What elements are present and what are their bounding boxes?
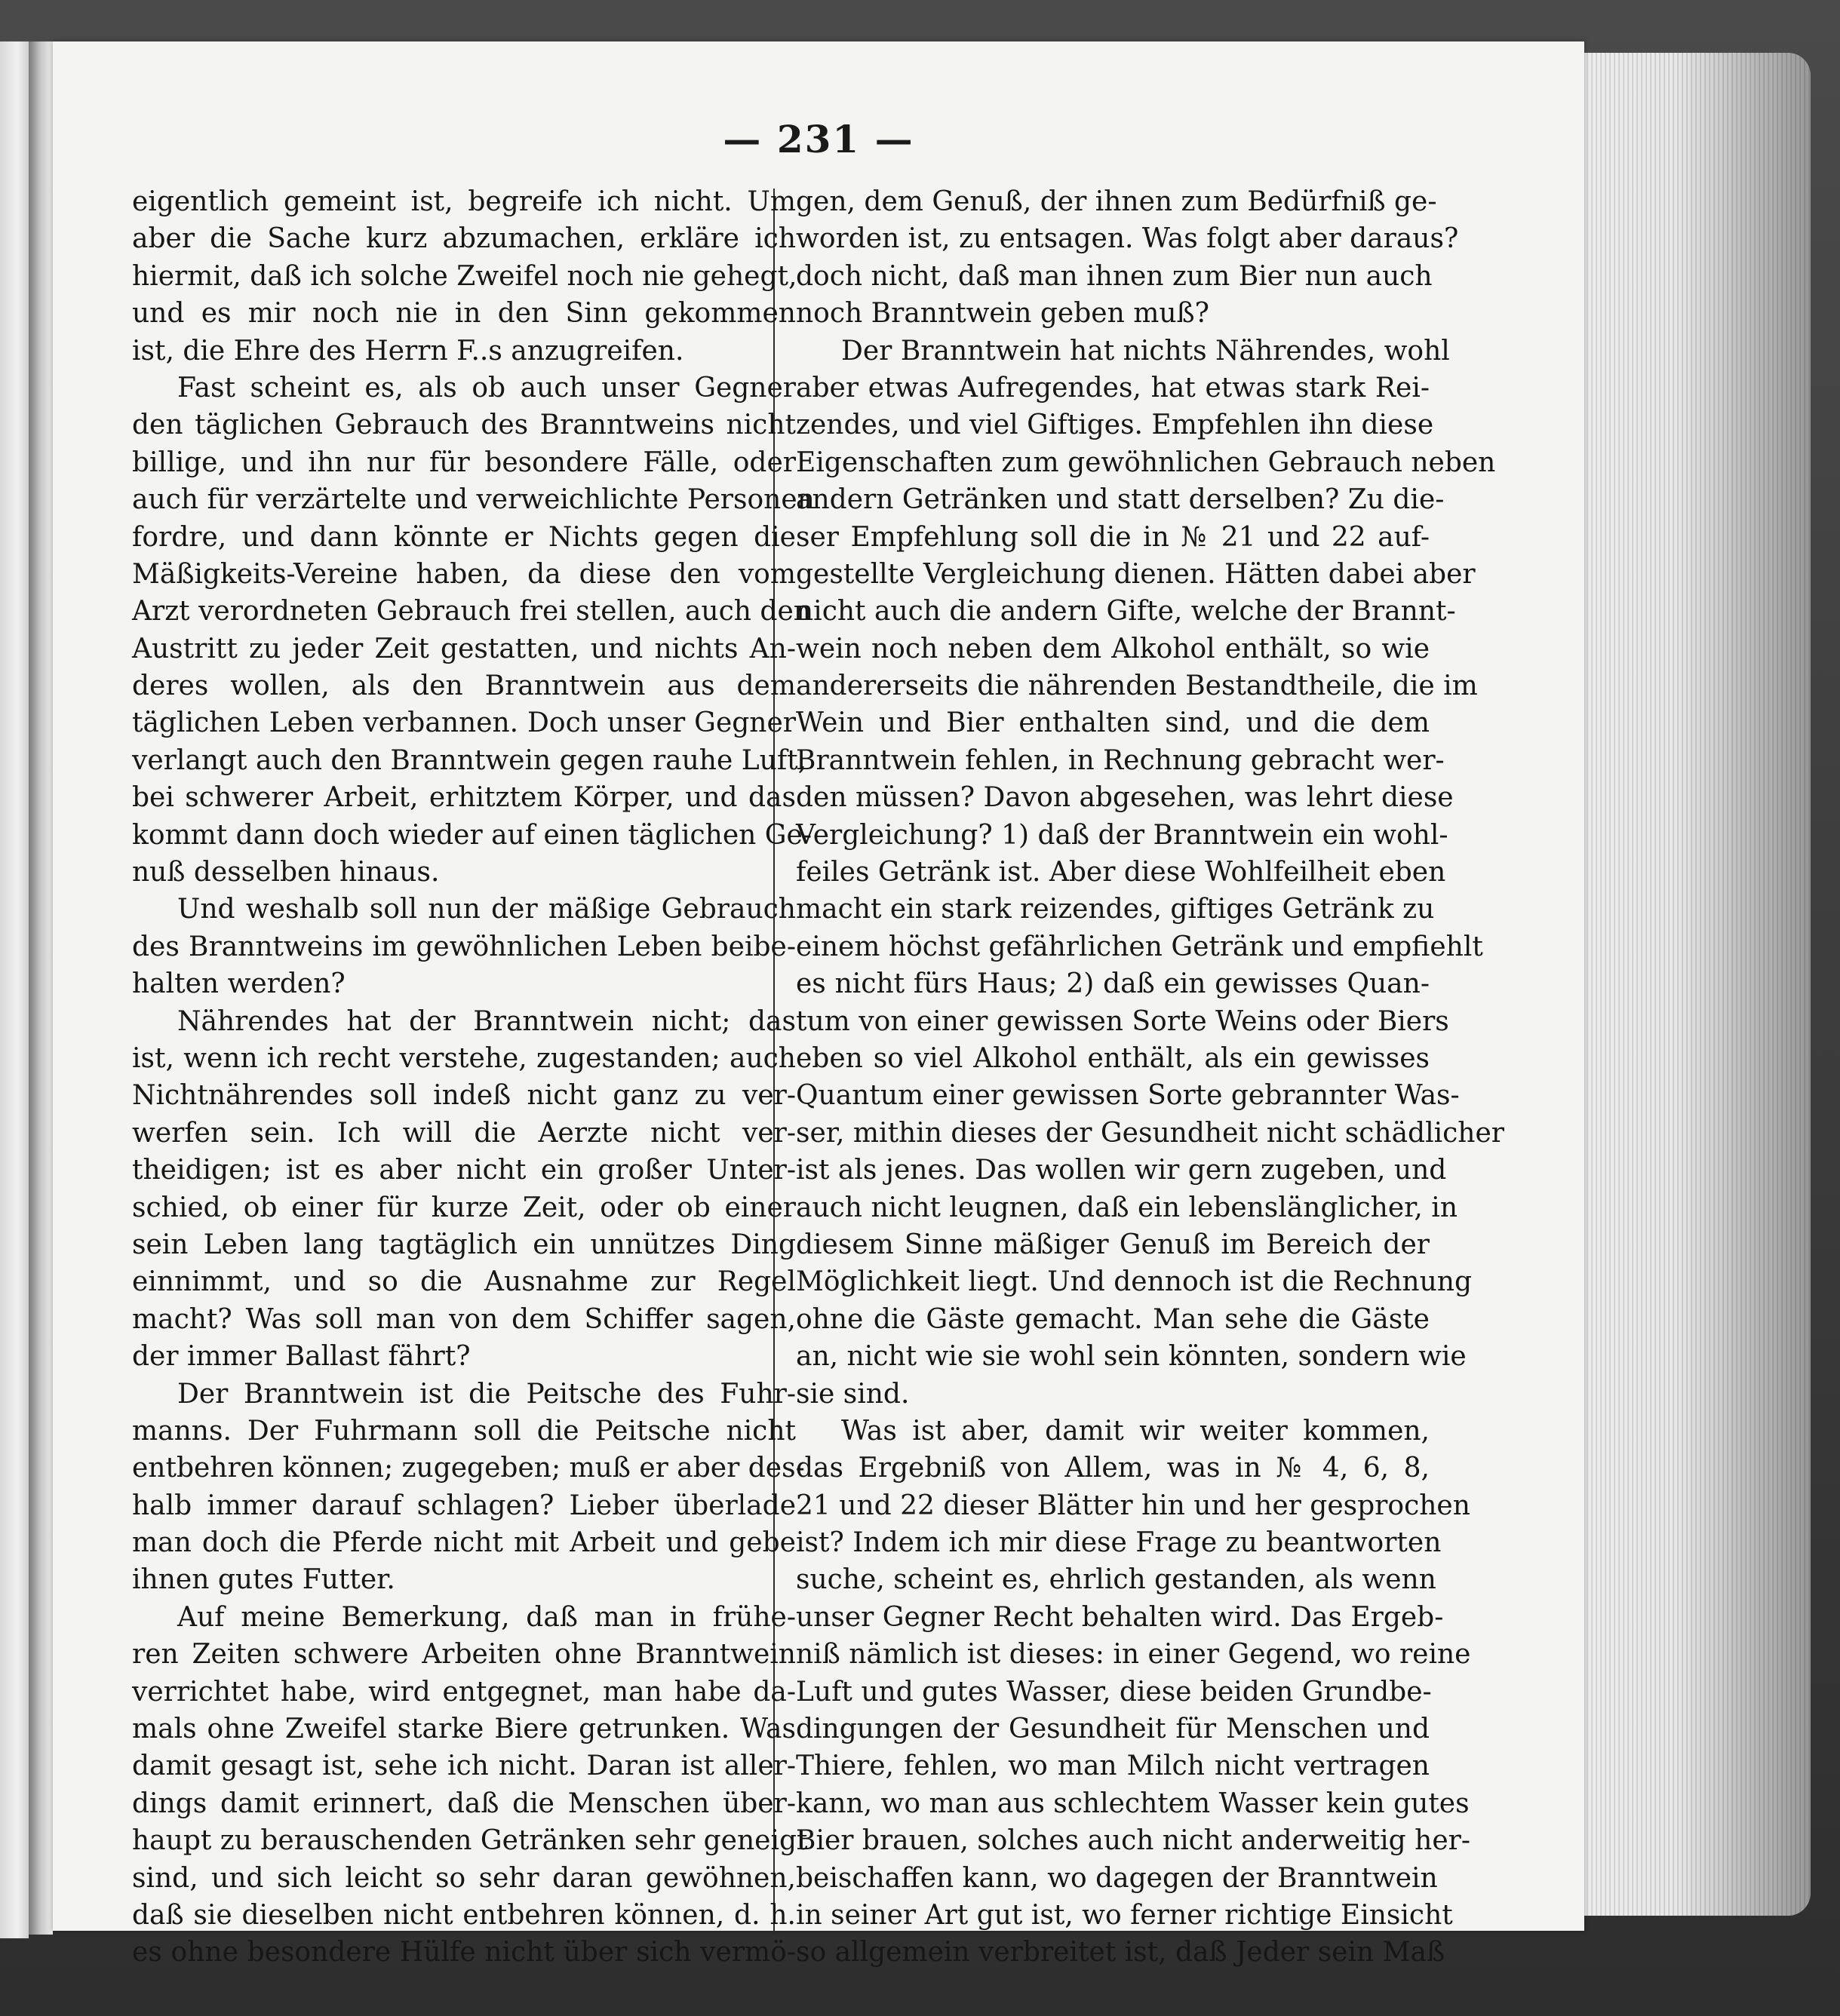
- text-line: manns. Der Fuhrmann soll die Peitsche nicht: [132, 1415, 796, 1447]
- left-text-column: [132, 183, 815, 1972]
- text-line: doch nicht, daß man ihnen zum Bier nun auch: [796, 260, 1433, 292]
- text-line: worden ist, zu entsagen. Was folgt aber daraus?: [796, 223, 1459, 255]
- text-line: dings damit erinnert, daß die Menschen über-: [132, 1787, 796, 1819]
- text-line: ren Zeiten schwere Arbeiten ohne Branntwein: [132, 1639, 796, 1671]
- book-gutter: [29, 41, 53, 1935]
- text-line: suche, scheint es, ehrlich gestanden, als wenn: [796, 1564, 1436, 1596]
- text-line: an, nicht wie sie wohl sein könnten, sondern wie: [796, 1341, 1467, 1373]
- page-number: — 231 —: [723, 117, 914, 161]
- text-line: halten werden?: [132, 968, 346, 1000]
- text-line: sie sind.: [796, 1378, 910, 1410]
- text-line: ohne die Gäste gemacht. Man sehe die Gäste: [796, 1303, 1430, 1335]
- text-line: verlangt auch den Branntwein gegen rauhe Luft,: [132, 744, 807, 776]
- text-line: ser Empfehlung soll die in № 21 und 22 auf-: [796, 521, 1430, 553]
- text-line: ser, mithin dieses der Gesundheit nicht schädlicher: [796, 1117, 1504, 1149]
- text-line: diesem Sinne mäßiger Genuß im Bereich der: [796, 1229, 1430, 1260]
- text-line: kommt dann doch wieder auf einen täglichen Ge-: [132, 819, 812, 851]
- text-line: billige, und ihn nur für besondere Fälle, oder: [132, 446, 796, 478]
- text-line: einem höchst gefährlichen Getränk und empfiehlt: [796, 931, 1483, 962]
- text-line: verrichtet habe, wird entgegnet, man habe da-: [132, 1676, 796, 1708]
- text-line: aber etwas Aufregendes, hat etwas stark Rei-: [796, 372, 1430, 404]
- text-line: daß sie dieselben nicht entbehren können, d. h.: [132, 1899, 796, 1931]
- text-line: Austritt zu jeder Zeit gestatten, und nichts An-: [132, 633, 796, 664]
- text-line: zendes, und viel Giftiges. Empfehlen ihn diese: [796, 410, 1434, 441]
- text-line: andererseits die nährenden Bestandtheile, die im: [796, 670, 1478, 702]
- text-line: gestellte Vergleichung dienen. Hätten dabei aber: [796, 558, 1476, 590]
- text-line: des Branntweins im gewöhnlichen Leben beibe-: [132, 931, 796, 962]
- text-line: Der Branntwein ist die Peitsche des Fuhr-: [177, 1378, 796, 1410]
- text-line: Was ist aber, damit wir weiter kommen,: [841, 1415, 1430, 1447]
- text-line: andern Getränken und statt derselben? Zu die-: [796, 484, 1445, 516]
- text-line: täglichen Leben verbannen. Doch unser Gegner: [132, 707, 796, 739]
- right-text-column: [796, 183, 1504, 1972]
- text-line: auch für verzärtelte und verweichlichte Personen: [132, 484, 815, 516]
- text-line: deres wollen, als den Branntwein aus dem: [132, 670, 796, 702]
- text-line: macht? Was soll man von dem Schiffer sagen,: [132, 1303, 796, 1335]
- text-line: Branntwein fehlen, in Rechnung gebracht wer-: [796, 744, 1445, 776]
- text-line: so allgemein verbreitet ist, daß Jeder sein Maß: [796, 1937, 1445, 1968]
- text-line: nicht auch die andern Gifte, welche der Brannt-: [796, 596, 1456, 628]
- text-line: Eigenschaften zum gewöhnlichen Gebrauch neben: [796, 446, 1496, 478]
- text-line: tum von einer gewissen Sorte Weins oder Biers: [796, 1005, 1449, 1037]
- text-line: Bier brauen, solches auch nicht anderweitig her-: [796, 1825, 1471, 1857]
- text-line: es nicht fürs Haus; 2) daß ein gewisses Quan-: [796, 968, 1430, 1000]
- text-line: theidigen; ist es aber nicht ein großer Unter-: [132, 1155, 796, 1186]
- text-line: nuß desselben hinaus.: [132, 857, 440, 888]
- text-line: dingungen der Gesundheit für Menschen und: [796, 1714, 1430, 1745]
- text-line: schied, ob einer für kurze Zeit, oder ob einer: [132, 1192, 796, 1223]
- text-line: Der Branntwein hat nichts Nährendes, wohl: [841, 335, 1450, 367]
- text-line: Thiere, fehlen, wo man Milch nicht vertragen: [796, 1751, 1430, 1782]
- text-line: Mäßigkeits-Vereine haben, da diese den vom: [132, 558, 796, 590]
- text-line: ihnen gutes Futter.: [132, 1564, 395, 1596]
- text-line: niß nämlich ist dieses: in einer Gegend, wo reine: [796, 1639, 1471, 1671]
- text-line: ist als jenes. Das wollen wir gern zugeben, und: [796, 1155, 1447, 1186]
- text-line: haupt zu berauschenden Getränken sehr geneigt: [132, 1825, 808, 1857]
- text-line: gen, dem Genuß, der ihnen zum Bedürfniß ge-: [796, 186, 1437, 217]
- text-line: werfen sein. Ich will die Aerzte nicht ver-: [132, 1117, 796, 1149]
- text-line: 21 und 22 dieser Blätter hin und her gesprochen: [796, 1490, 1470, 1521]
- text-line: Arzt verordneten Gebrauch frei stellen, auch den: [132, 596, 811, 628]
- text-line: den müssen? Davon abgesehen, was lehrt diese: [796, 782, 1454, 814]
- page-block-edges: [1584, 53, 1811, 1916]
- text-line: das Ergebniß von Allem, was in № 4, 6, 8,: [796, 1453, 1430, 1484]
- text-line: damit gesagt ist, sehe ich nicht. Daran ist aller-: [132, 1751, 796, 1782]
- text-line: ist? Indem ich mir diese Frage zu beantworten: [796, 1527, 1442, 1559]
- text-line: Luft und gutes Wasser, diese beiden Grundbe-: [796, 1676, 1432, 1708]
- text-line: beischaffen kann, wo dagegen der Branntwein: [796, 1862, 1438, 1894]
- text-line: noch Branntwein geben muß?: [796, 298, 1209, 330]
- text-line: in seiner Art gut ist, wo ferner richtige Einsicht: [796, 1899, 1453, 1931]
- text-line: Fast scheint es, als ob auch unser Gegner: [177, 372, 796, 404]
- text-line: einnimmt, und so die Ausnahme zur Regel: [132, 1266, 796, 1298]
- text-line: bei schwerer Arbeit, erhitztem Körper, und das: [132, 782, 796, 814]
- text-line: es ohne besondere Hülfe nicht über sich vermö-: [132, 1937, 796, 1968]
- text-line: den täglichen Gebrauch des Branntweins nicht: [132, 410, 796, 441]
- text-line: unser Gegner Recht behalten wird. Das Ergeb-: [796, 1601, 1444, 1633]
- text-line: eigentlich gemeint ist, begreife ich nicht. Um: [132, 186, 796, 217]
- text-line: und es mir noch nie in den Sinn gekommen: [132, 298, 796, 330]
- text-line: Möglichkeit liegt. Und dennoch ist die Rechnung: [796, 1266, 1472, 1298]
- text-line: Wein und Bier enthalten sind, und die dem: [796, 707, 1430, 739]
- text-line: Und weshalb soll nun der mäßige Gebrauch: [177, 894, 796, 925]
- text-line: fordre, und dann könnte er Nichts gegen die: [132, 521, 796, 553]
- text-line: mals ohne Zweifel starke Biere getrunken. Was: [132, 1714, 796, 1745]
- text-line: Quantum einer gewissen Sorte gebrannter Was-: [796, 1080, 1460, 1112]
- text-line: feiles Getränk ist. Aber diese Wohlfeilheit eben: [796, 857, 1446, 888]
- text-line: Auf meine Bemerkung, daß man in frühe-: [177, 1601, 796, 1633]
- text-line: wein noch neben dem Alkohol enthält, so wie: [796, 633, 1430, 664]
- text-line: sein Leben lang tagtäglich ein unnützes Ding: [132, 1229, 796, 1260]
- text-line: sind, und sich leicht so sehr daran gewöhnen,: [132, 1862, 796, 1894]
- text-line: kann, wo man aus schlechtem Wasser kein gutes: [796, 1787, 1470, 1819]
- text-line: entbehren können; zugegeben; muß er aber des-: [132, 1453, 805, 1484]
- facing-page-edge: [0, 41, 29, 1938]
- text-line: macht ein stark reizendes, giftiges Getränk zu: [796, 894, 1435, 925]
- text-line: Nichtnährendes soll indeß nicht ganz zu ver-: [132, 1080, 796, 1112]
- text-line: eben so viel Alkohol enthält, als ein gewisses: [796, 1042, 1430, 1074]
- text-line: ist, wenn ich recht verstehe, zugestanden; auch: [132, 1042, 796, 1074]
- text-line: der immer Ballast fährt?: [132, 1341, 471, 1373]
- text-line: man doch die Pferde nicht mit Arbeit und gebe: [132, 1527, 796, 1559]
- text-line: auch nicht leugnen, daß ein lebenslänglicher, in: [796, 1192, 1458, 1223]
- text-line: ist, die Ehre des Herrn F..s anzugreifen.: [132, 335, 684, 367]
- text-line: halb immer darauf schlagen? Lieber überlade: [132, 1490, 796, 1521]
- text-line: hiermit, daß ich solche Zweifel noch nie gehegt,: [132, 260, 797, 292]
- book-page: [53, 41, 1584, 1968]
- text-line: Nährendes hat der Branntwein nicht; das: [177, 1005, 796, 1037]
- text-line: Vergleichung? 1) daß der Branntwein ein wohl-: [796, 819, 1448, 851]
- text-line: aber die Sache kurz abzumachen, erkläre ich: [132, 223, 796, 255]
